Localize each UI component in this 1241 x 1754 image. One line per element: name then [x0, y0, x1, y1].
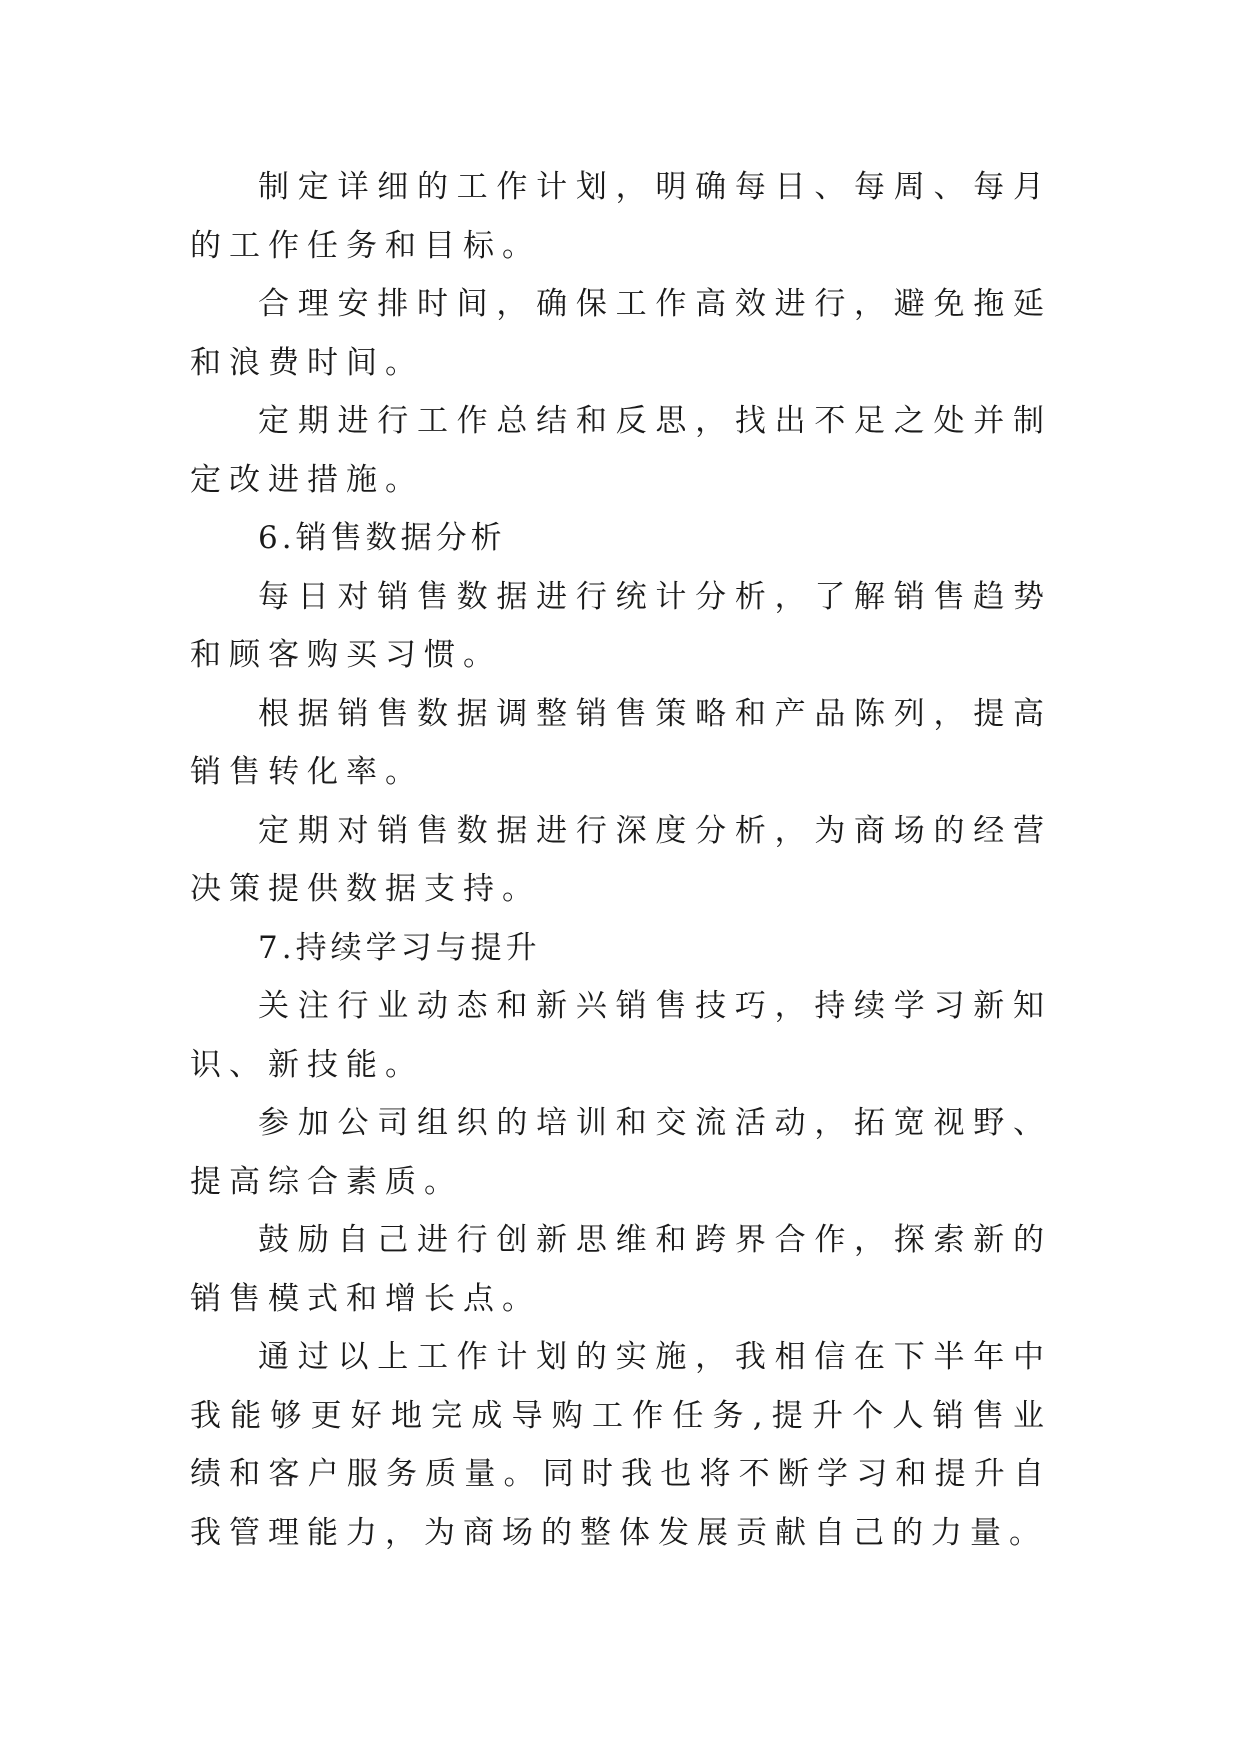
section-heading-learning: 7.持续学习与提升 — [258, 929, 541, 966]
section-heading-sales-data: 6.销售数据分析 — [258, 520, 506, 556]
paragraph-time-management: 合理安排时间，确保工作高效进行，避免拖延和浪费时间。 — [190, 286, 1052, 381]
paragraph-deep-analysis: 定期对销售数据进行深度分析，为商场的经营决策提供数据支持。 — [190, 812, 1052, 907]
paragraph-daily-analysis: 每日对销售数据进行统计分析，了解销售趋势和顾客购买习惯。 — [190, 578, 1052, 673]
document-page — [190, 158, 1052, 1562]
paragraph-summary-reflection: 定期进行工作总结和反思，找出不足之处并制定改进措施。 — [190, 403, 1052, 498]
paragraph-innovation: 鼓励自己进行创新思维和跨界合作，探索新的销售模式和增长点。 — [190, 1222, 1052, 1317]
paragraph-industry-trends: 关注行业动态和新兴销售技巧，持续学习新知识、新技能。 — [190, 988, 1052, 1083]
paragraph-conclusion: 通过以上工作计划的实施，我相信在下半年中我能够更好地完成导购工作任务,提升个人销售业绩和客户服务质量。同时我也将不断学习和提升自我管理能力，为商场的整体发展贡献自己的力量。 — [190, 1339, 1052, 1551]
paragraph-training: 参加公司组织的培训和交流活动，拓宽视野、提高综合素质。 — [190, 1105, 1052, 1200]
paragraph-work-plan: 制定详细的工作计划，明确每日、每周、每月的工作任务和目标。 — [190, 169, 1052, 264]
paragraph-adjust-strategy: 根据销售数据调整销售策略和产品陈列，提高销售转化率。 — [190, 695, 1052, 790]
